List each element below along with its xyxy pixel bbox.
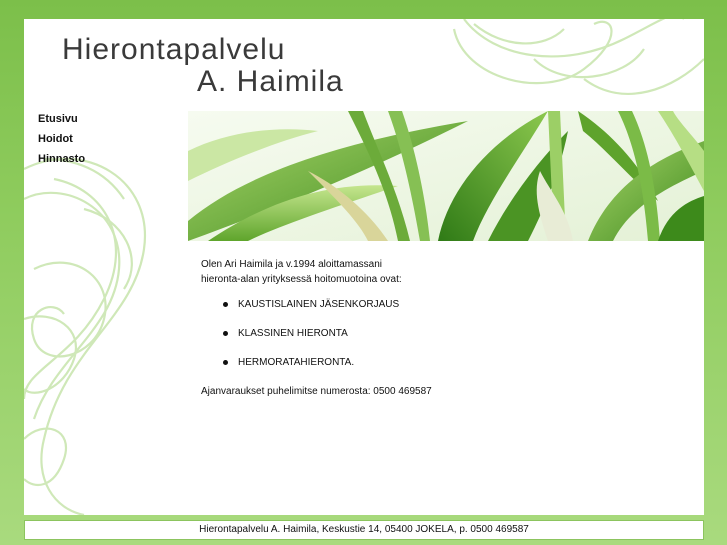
logo-line1: Hierontapalvelu [62, 33, 286, 66]
intro-text [201, 257, 432, 287]
service-label: KAUSTISLAINEN JÄSENKORJAUS [238, 299, 400, 310]
plant-illustration [188, 111, 704, 241]
bullet-icon [223, 331, 228, 336]
bullet-icon [223, 302, 228, 307]
list-item [201, 326, 432, 355]
main-nav [38, 113, 85, 173]
list-item [201, 355, 432, 384]
intro-line1: Olen Ari Haimila ja v.1994 aloittamassani [201, 259, 383, 270]
intro-line2: hieronta-alan yrityksessä hoitomuotoina ovat: [201, 274, 402, 285]
list-item [201, 297, 432, 326]
service-label: KLASSINEN HIERONTA [238, 328, 348, 339]
footer: Hierontapalvelu A. Haimila, Keskustie 14, 05400 JOKELA, p. 0500 469587 [24, 520, 704, 540]
logo-line2: A. Haimila [197, 65, 344, 98]
main-content [201, 257, 432, 399]
bullet-icon [223, 360, 228, 365]
page-container [24, 19, 704, 515]
nav-item-hoidot[interactable]: Hoidot [38, 133, 73, 145]
booking-text: Ajanvaraukset puhelimitse numerosta: 0500 469587 [201, 386, 432, 397]
nav-item-hinnasto[interactable]: Hinnasto [38, 153, 86, 165]
banner-image [188, 111, 704, 241]
nav-item-etusivu[interactable]: Etusivu [38, 113, 78, 125]
service-label: HERMORATAHIERONTA. [238, 357, 355, 368]
services-list [201, 297, 432, 384]
